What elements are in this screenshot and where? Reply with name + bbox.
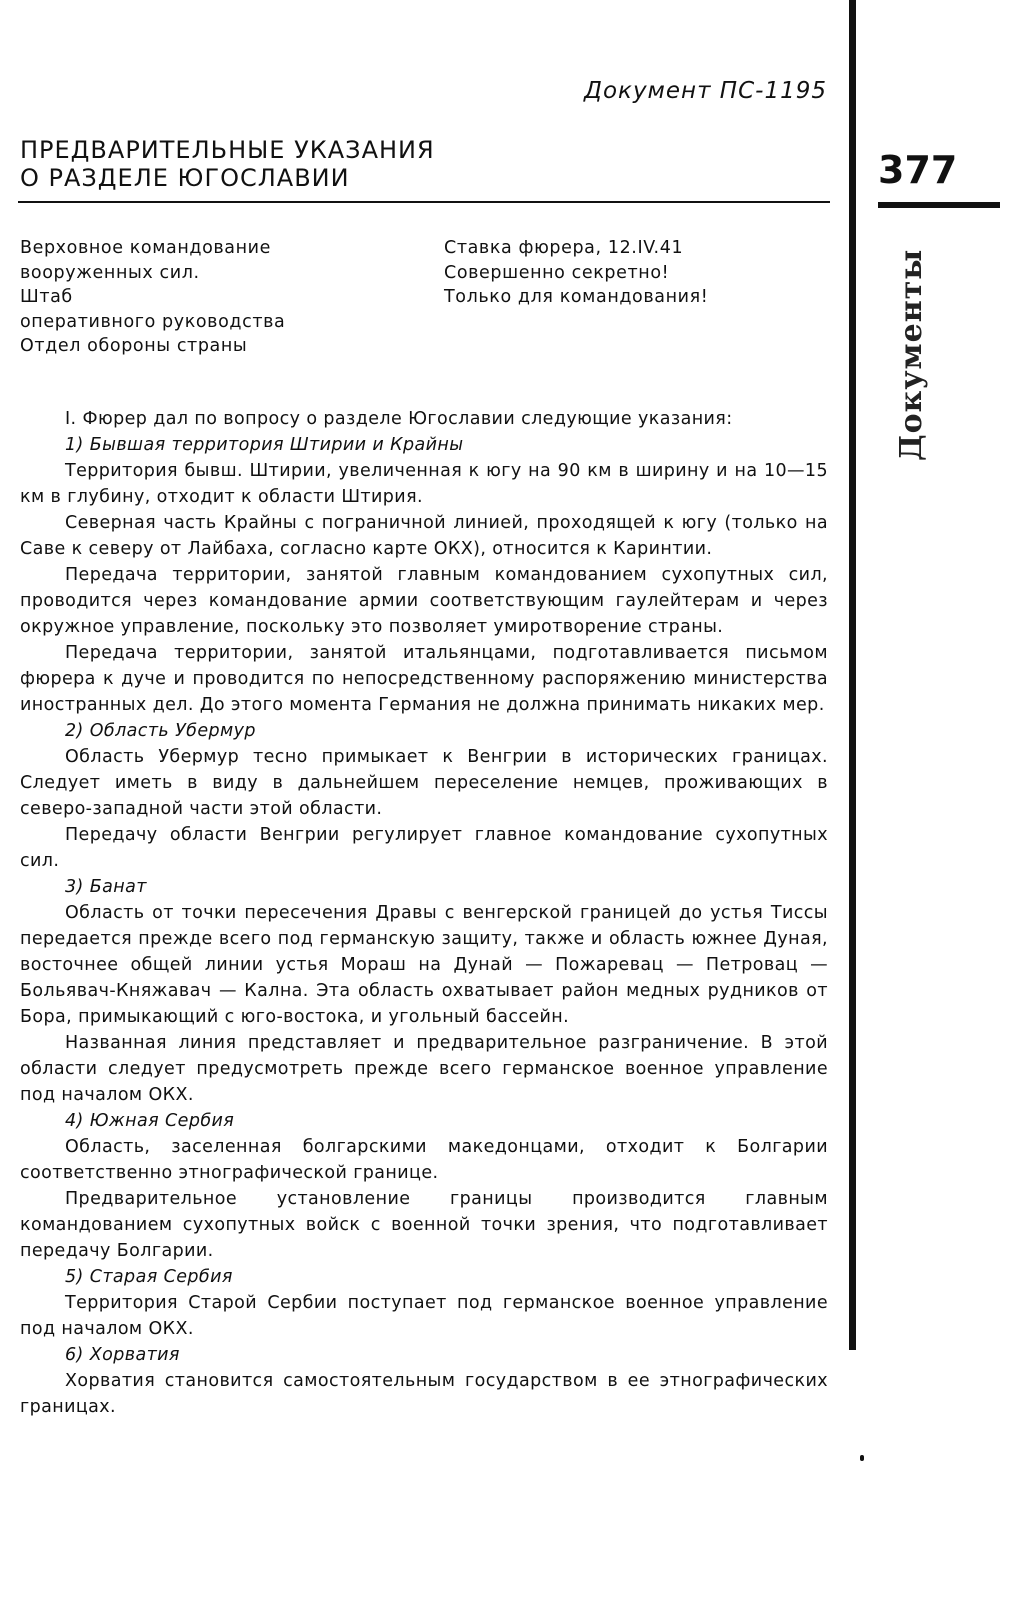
issuer-line: Верховное командование (20, 238, 272, 258)
document-title (20, 136, 480, 192)
paragraph: Предварительное установление границы производится главным командованием сухопутных войск с военной точки зрения, что подготавливает передачу Болгарии. (20, 1189, 828, 1261)
document-number: Документ ПС-1195 (584, 78, 827, 104)
subsection-heading: 1) Бывшая территория Штирии и Крайны (65, 435, 464, 455)
subsection-heading: 6) Хорватия (65, 1345, 180, 1365)
paragraph: Северная часть Крайны с пограничной линией, проходящей к югу (только на Саве к северу от Лайбаха, согласно карте ОКХ), относится к Каринтии. (20, 513, 828, 559)
dateline-block (444, 236, 824, 310)
subsection-heading: 4) Южная Сербия (65, 1111, 235, 1131)
subsection-heading: 3) Банат (65, 877, 147, 897)
title-line: О РАЗДЕЛЕ ЮГОСЛАВИИ (20, 164, 350, 192)
issuer-line: Штаб (20, 287, 73, 307)
issuer-block (20, 236, 380, 359)
subsection-heading: 5) Старая Сербия (65, 1267, 233, 1287)
issuer-line: оперативного руководства (20, 311, 286, 332)
paragraph: I. Фюрер дал по вопросу о разделе Югославии следующие указания: (65, 409, 733, 429)
print-speck (860, 1455, 864, 1461)
title-line: ПРЕДВАРИТЕЛЬНЫЕ УКАЗАНИЯ (20, 136, 435, 164)
paragraph: Передача территории, занятой главным командованием сухопутных сил, проводится через командование армии соответствующим гаулейтерам и через окружное управление, поскольку это позволяет умиротворение страны. (20, 565, 828, 637)
page-number-rule (878, 202, 1000, 208)
margin-rule (849, 0, 856, 1350)
title-underline (18, 201, 830, 203)
paragraph: Область Убермур тесно примыкает к Венгрии в исторических границах. Следует иметь в виду в дальнейшем переселение немцев, проживающих в северо-западной части этой области. (20, 747, 828, 819)
distribution: Только для командования! (444, 287, 709, 307)
paragraph: Хорватия становится самостоятельным государством в ее этнографических границах. (20, 1371, 828, 1417)
paragraph: Территория Старой Сербии поступает под германское военное управление под началом ОКХ. (20, 1293, 828, 1339)
dateline: Ставка фюрера, 12.IV.41 (444, 238, 684, 258)
paragraph: Область, заселенная болгарскими македонцами, отходит к Болгарии соответственно этнографической границе. (20, 1137, 828, 1183)
issuer-line: Отдел обороны страны (20, 336, 248, 356)
classification: Совершенно секретно! (444, 262, 670, 283)
document-body (20, 406, 828, 1420)
subsection-heading: 2) Область Убермур (65, 721, 256, 741)
page-number: 377 (878, 148, 958, 192)
section-label: Документы (894, 248, 929, 461)
paragraph: Передачу области Венгрии регулирует главное командование сухопутных сил. (20, 825, 828, 871)
issuer-line: вооруженных сил. (20, 262, 200, 283)
paragraph: Территория бывш. Штирии, увеличенная к югу на 90 км в ширину и на 10—15 км в глубину, отходит к области Штирия. (20, 461, 828, 507)
paragraph: Названная линия представляет и предварительное разграничение. В этой области следует предусмотреть прежде всего германское военное управление под началом ОКХ. (20, 1033, 828, 1105)
paragraph: Область от точки пересечения Дравы с венгерской границей до устья Тиссы передается прежде всего под германскую защиту, также и область южнее Дуная, восточнее общей линии устья Мораш на Дунай — Пожаревац — Петровац — Больявач-Княжавач — Кална. Эта область охватывает район медных рудников от Бора, примыкающий с юго-востока, и угольный бассейн. (20, 903, 828, 1027)
paragraph: Передача территории, занятой итальянцами, подготавливается письмом фюрера к дуче и проводится по непосредственному распоряжению министерства иностранных дел. До этого момента Германия не должна принимать никаких мер. (20, 643, 828, 715)
